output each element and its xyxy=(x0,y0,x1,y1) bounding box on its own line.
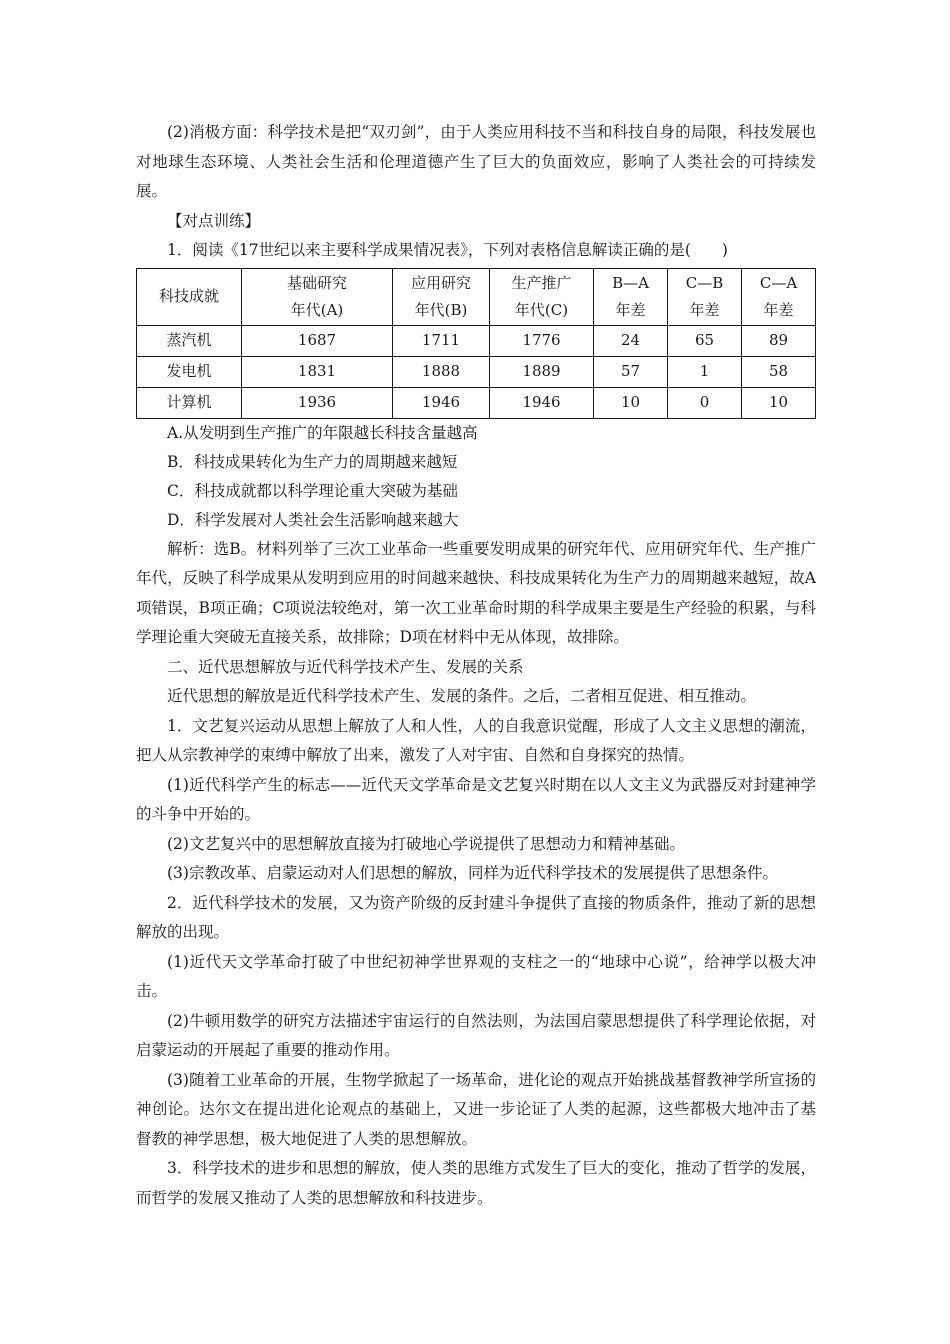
section-label-practice: 【对点训练】 xyxy=(167,211,261,230)
table-cell: 蒸汽机 xyxy=(137,325,242,356)
point-2-sub-1: (1)近代天文学革命打破了中世纪初神学世界观的支柱之一的“地球中心说”，给神学以极大冲击。 xyxy=(136,952,816,1000)
option-c: C．科技成就都以科学理论重大突破为基础 xyxy=(167,481,458,500)
table-cell: 89 xyxy=(742,325,816,356)
table-cell: 计算机 xyxy=(137,387,242,418)
option-a: A.从发明到生产推广的年限越长科技含量越高 xyxy=(167,423,478,442)
table-header-cell: C—A 年差 xyxy=(742,268,816,325)
table-cell: 0 xyxy=(668,387,742,418)
table-cell: 1946 xyxy=(490,387,594,418)
point-1-sub-3: (3)宗教改革、启蒙运动对人们思想的解放，同样为近代科学技术的发展提供了思想条件。 xyxy=(167,864,778,882)
table-cell: 1936 xyxy=(242,387,393,418)
table-cell: 1687 xyxy=(242,325,393,356)
table-header-cell: C—B 年差 xyxy=(668,268,742,325)
table-header-cell: 应用研究 年代(B) xyxy=(393,268,490,325)
table-cell: 10 xyxy=(594,387,668,418)
table-cell: 57 xyxy=(594,356,668,387)
point-2: 2．近代科学技术的发展，又为资产阶级的反封建斗争提供了直接的物质条件，推动了新的思想解放的出现。 xyxy=(136,893,816,941)
section-2-title: 二、近代思想解放与近代科学技术产生、发展的关系 xyxy=(167,657,524,676)
point-1-sub-1: (1)近代科学产生的标志——近代天文学革命是文艺复兴时期在以人文主义为武器反对封建神学的斗争中开始的。 xyxy=(136,775,816,823)
point-1: 1．文艺复兴运动从思想上解放了人和人性，人的自我意识觉醒，形成了人文主义思想的潮流，把人从宗教神学的束缚中解放了出来，激发了人对宇宙、自然和自身探究的热情。 xyxy=(136,716,816,764)
table-cell: 发电机 xyxy=(137,356,242,387)
science-achievements-table xyxy=(136,268,816,419)
paragraph-negative-effects: (2)消极方面：科学技术是把“双刃剑”，由于人类应用科技不当和科技自身的局限，科技发展也对地球生态环境、人类社会生活和伦理道德产生了巨大的负面效应，影响了人类社会的可持续发展。 xyxy=(136,123,816,200)
table-cell: 1889 xyxy=(490,356,594,387)
point-2-sub-3: (3)随着工业革命的开展，生物学掀起了一场革命，进化论的观点开始挑战基督教神学所宣扬的神创论。达尔文在提出进化论观点的基础上，又进一步论证了人类的起源，这些都极大地冲击了基督教的神学思想，极大地促进了人类的思想解放。 xyxy=(136,1070,816,1148)
question-1: 1．阅读《17世纪以来主要科学成果情况表》，下列对表格信息解读正确的是( ) xyxy=(167,241,728,259)
table-cell: 1831 xyxy=(242,356,393,387)
table-header-cell: 基础研究 年代(A) xyxy=(242,268,393,325)
point-1-sub-2: (2)文艺复兴中的思想解放直接为打破地心学说提供了思想动力和精神基础。 xyxy=(167,834,685,853)
table-cell: 10 xyxy=(742,387,816,418)
point-3: 3．科学技术的进步和思想的解放，使人类的思维方式发生了巨大的变化，推动了哲学的发展，而哲学的发展又推动了人类的思想解放和科技进步。 xyxy=(136,1159,816,1207)
table-cell: 1 xyxy=(668,356,742,387)
table-row xyxy=(137,356,816,387)
analysis-paragraph: 解析：选B。材料列举了三次工业革命一些重要发明成果的研究年代、应用研究年代、生产推广年代，反映了科学成果从发明到应用的时间越来越快、科技成果转化为生产力的周期越来越短，故A项错误，B项正确；C项说法较绝对，第一次工业革命时期的科学成果主要是生产经验的积累，与科学理论重大突破无直接关系，故排除；D项在材料中无从体现，故排除。 xyxy=(136,539,816,646)
option-d: D．科学发展对人类社会生活影响越来越大 xyxy=(167,510,459,529)
table-cell: 65 xyxy=(668,325,742,356)
table-row xyxy=(137,325,816,356)
table-cell: 24 xyxy=(594,325,668,356)
section-2-intro: 近代思想的解放是近代科学技术产生、发展的条件。之后，二者相互促进、相互推动。 xyxy=(167,687,757,705)
point-2-sub-2: (2)牛顿用数学的研究方法描述宇宙运行的自然法则，为法国启蒙思想提供了科学理论依据，对启蒙运动的开展起了重要的推动作用。 xyxy=(136,1011,816,1059)
table-header-row xyxy=(137,268,816,325)
table-row xyxy=(137,387,816,418)
option-b: B．科技成果转化为生产力的周期越来越短 xyxy=(167,452,458,471)
table-header-cell: 生产推广 年代(C) xyxy=(490,268,594,325)
table-header-cell: B—A 年差 xyxy=(594,268,668,325)
table-cell: 1946 xyxy=(393,387,490,418)
document-page xyxy=(136,118,816,1213)
table-cell: 1711 xyxy=(393,325,490,356)
table-header-cell: 科技成就 xyxy=(137,268,242,325)
table-cell: 58 xyxy=(742,356,816,387)
table-cell: 1776 xyxy=(490,325,594,356)
table-cell: 1888 xyxy=(393,356,490,387)
